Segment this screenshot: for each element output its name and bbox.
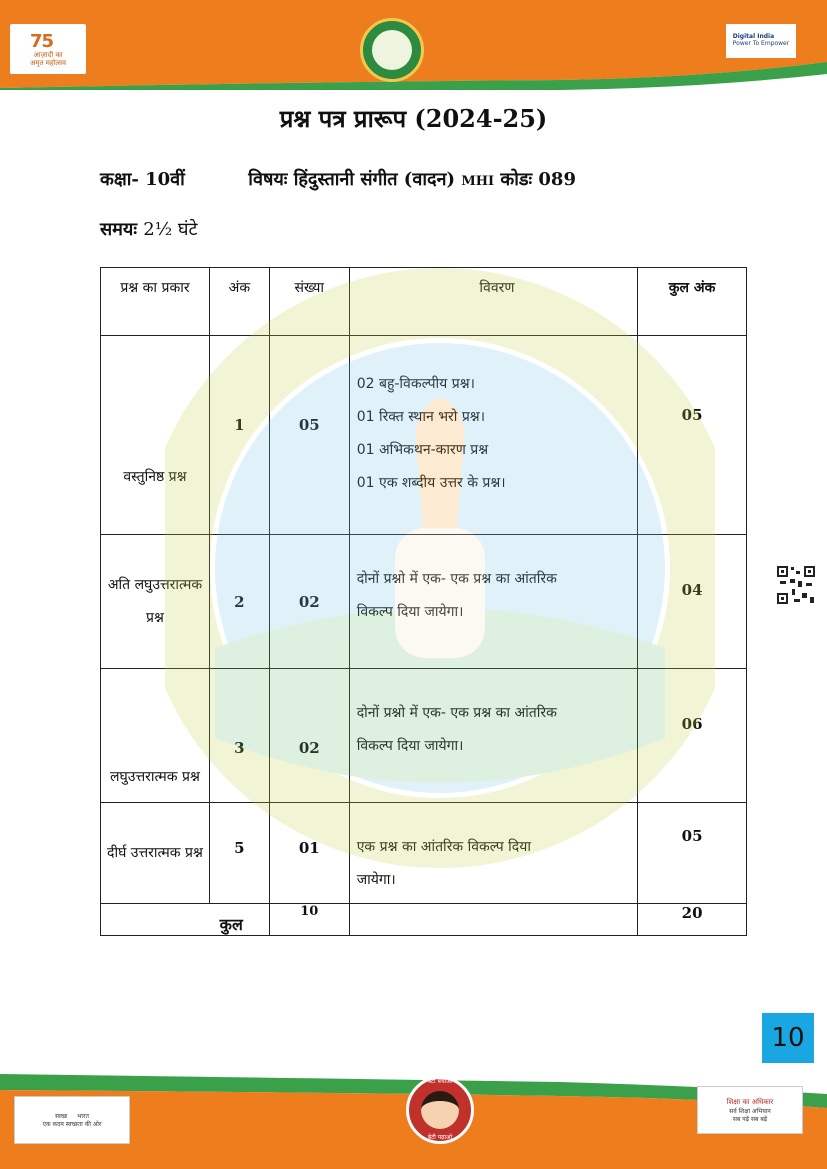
row-type: लघुउत्तरात्मक प्रश्न [101,669,210,803]
description-line: विकल्प दिया जायेगा। [356,738,464,754]
row-description [349,669,637,803]
time-value: 2½ घंटे [143,219,198,240]
description-line: जायेगा। [356,872,396,888]
row-type: वस्तुनिष्ठ प्रश्न [101,336,210,535]
page-header [0,0,827,90]
table-row [101,669,747,803]
page-number: 10 [762,1013,814,1063]
row-total: 05 [638,803,747,904]
row-description [349,336,637,535]
row-count: 02 [269,535,349,669]
row-type: अति लघुउत्तरात्मक प्रश्न [101,535,210,669]
time-line [100,217,198,241]
table-row [101,535,747,669]
row-total: 06 [638,669,747,803]
swachh-bharat-logo [14,1096,130,1144]
row-type: दीर्घ उत्तरात्मक प्रश्न [101,803,210,904]
question-paper-table [100,267,747,936]
digital-india-logo [726,24,796,58]
row-count: 05 [269,336,349,535]
subject-code-small: MHI [461,174,495,189]
description-line: एक प्रश्न का आंतरिक विकल्प दिया [356,839,531,855]
col-header-type: प्रश्न का प्रकार [101,268,210,336]
azadi-number: 75 [29,30,54,52]
girl-icon [421,1091,459,1129]
exam-meta [100,167,576,191]
code-label: कोडः 089 [500,169,576,190]
description-line: 01 रिक्त स्थान भरो प्रश्न। [356,409,486,425]
description-line: दोनों प्रश्नो में एक- एक प्रश्न का आंतरिक [356,705,557,721]
shiksha-title: शिक्षा का अधिकार [726,1097,774,1106]
azadi-line1: आज़ादी का [33,50,63,59]
table-total-row [101,904,747,936]
shiksha-line2: सब पढ़ें सब बढ़ें [732,1115,768,1123]
shiksha-line1: सर्व शिक्षा अभियान [729,1107,771,1115]
col-header-description: विवरण [349,268,637,336]
description-line: दोनों प्रश्नो में एक- एक प्रश्न का आंतरिक [356,571,557,587]
class-label: कक्षा- 10वीं [100,169,185,190]
row-marks: 2 [209,535,269,669]
col-header-count: संख्या [269,268,349,336]
swachh-tagline: एक कदम स्वच्छता की ओर [42,1121,102,1128]
total-label: कुल [101,904,270,936]
row-marks: 3 [209,669,269,803]
row-marks: 1 [209,336,269,535]
shiksha-ka-adhikar-logo [697,1086,803,1134]
subject-label: विषयः हिंदुस्तानी संगीत (वादन) [248,169,456,190]
description-line: 01 एक शब्दीय उत्तर के प्रश्न। [356,475,506,491]
beti-bachao-logo [406,1076,474,1144]
board-seal-icon [360,18,424,82]
description-line: विकल्प दिया जायेगा। [356,604,464,620]
row-count: 01 [269,803,349,904]
row-description [349,535,637,669]
beti-bachao-top: बेटी बचाओ [427,1078,453,1085]
digital-india-title: Digital India [732,33,775,41]
swachh-left: स्वच्छ [55,1113,68,1120]
total-count: 10 [269,904,349,936]
description-line: 02 बहु-विकल्पीय प्रश्न। [356,376,475,392]
digital-india-tagline: Power To Empower [732,40,790,47]
row-marks: 5 [209,803,269,904]
row-description [349,803,637,904]
table-row [101,336,747,535]
row-count: 02 [269,669,349,803]
azadi-ka-amrit-mahotsav-logo [10,24,86,74]
qr-code-icon [776,565,816,605]
total-marks: 20 [638,904,747,936]
swachh-right: भारत [77,1113,89,1120]
col-header-marks: अंक [209,268,269,336]
azadi-line2: अमृत महोत्सव [29,58,67,67]
total-description-empty [349,904,637,936]
table-header-row [101,268,747,336]
row-total: 05 [638,336,747,535]
row-total: 04 [638,535,747,669]
page-footer [0,1068,827,1169]
page-title: प्रश्न पत्र प्रारूप (2024-25) [279,104,548,133]
beti-bachao-bottom: बेटी पढ़ाओ [427,1134,453,1141]
col-header-total: कुल अंक [638,268,747,336]
time-label: समयः [100,219,138,240]
table-row [101,803,747,904]
description-line: 01 अभिकथन-कारण प्रश्न [356,442,489,458]
